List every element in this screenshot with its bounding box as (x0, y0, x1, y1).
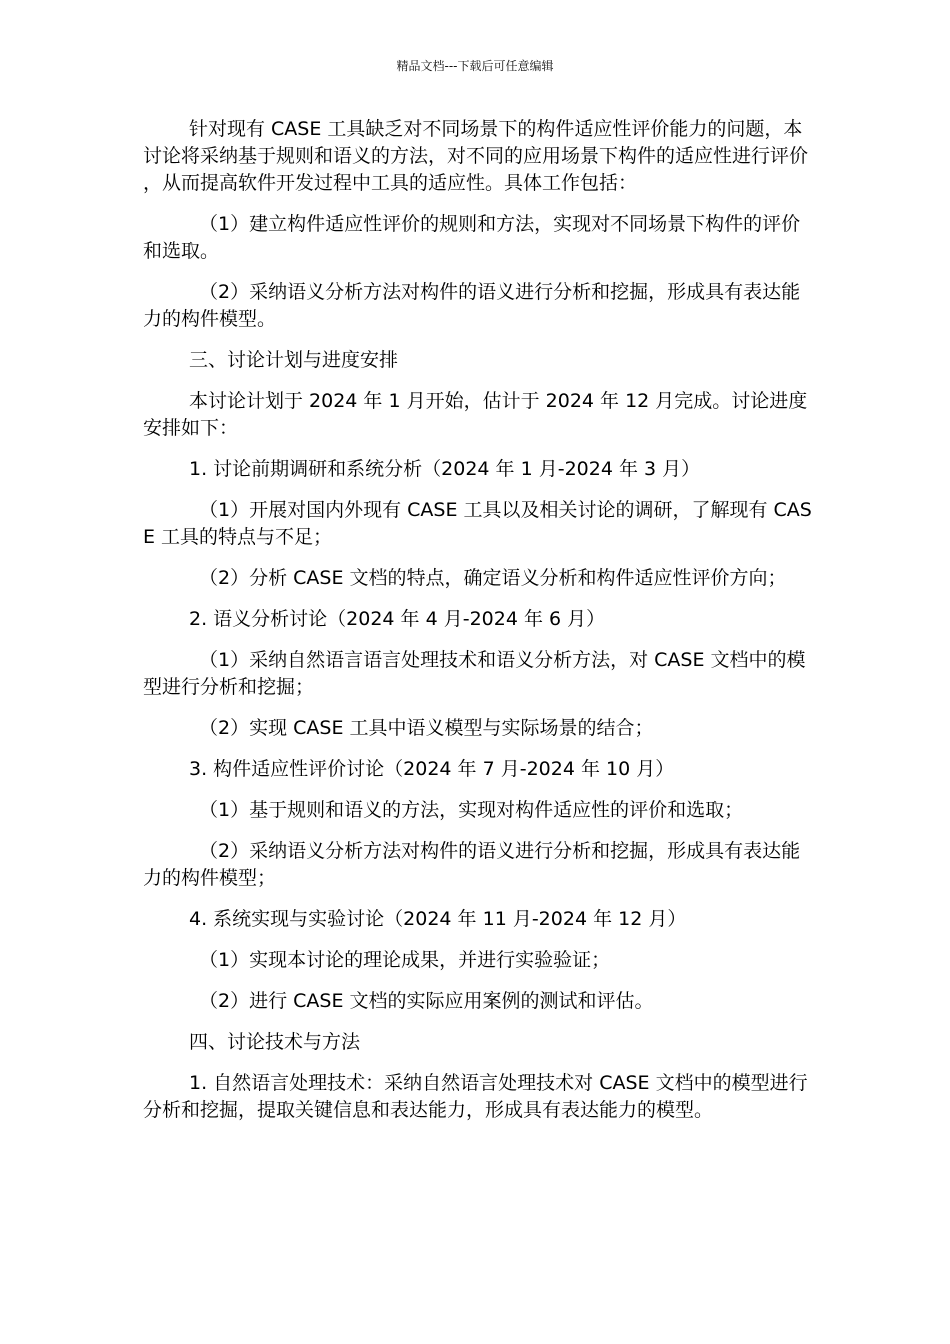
section-heading: 四、讨论技术与方法 (189, 1031, 361, 1053)
subsection-heading: 1. 讨论前期调研和系统分析（2024 年 1 月-2024 年 3 月） (189, 458, 701, 480)
subsection-heading: 2. 语义分析讨论（2024 年 4 月-2024 年 6 月） (189, 608, 606, 630)
list-item: （1）实现本讨论的理论成果，并进行实验验证； (199, 949, 611, 971)
paragraph-intro: 针对现有 CASE 工具缺乏对不同场景下的构件适应性评价能力的问题，本讨论将采纳基于规则和语义的方法，对不同的应用场景下构件的适应性进行评价，从而提高软件开发过程中工具的适应性。具体工作包括： (143, 118, 809, 194)
paragraph-plan: 本讨论计划于 2024 年 1 月开始，估计于 2024 年 12 月完成。讨论进度安排如下： (143, 390, 808, 439)
list-item: （2）实现 CASE 工具中语义模型与实际场景的结合； (199, 717, 654, 739)
list-item: （1）基于规则和语义的方法，实现对构件适应性的评价和选取； (199, 799, 744, 821)
page-header: 精品文档---下载后可任意编辑 (396, 59, 554, 73)
paragraph-method: 1. 自然语言处理技术：采纳自然语言处理技术对 CASE 文档中的模型进行分析和挖掘，提取关键信息和表达能力，形成具有表达能力的模型。 (143, 1072, 808, 1121)
list-item: （2）采纳语义分析方法对构件的语义进行分析和挖掘，形成具有表达能力的构件模型； (143, 840, 801, 889)
list-item: （2）分析 CASE 文档的特点，确定语义分析和构件适应性评价方向； (199, 567, 787, 589)
list-item: （1）采纳自然语言语言处理技术和语义分析方法，对 CASE 文档中的模型进行分析和挖掘； (143, 649, 806, 698)
list-item: （2）采纳语义分析方法对构件的语义进行分析和挖掘，形成具有表达能力的构件模型。 (143, 281, 801, 330)
list-item: （1）开展对国内外现有 CASE 工具以及相关讨论的调研，了解现有 CASE 工具的特点与不足； (143, 499, 812, 548)
list-item: （2）进行 CASE 文档的实际应用案例的测试和评估。 (199, 990, 654, 1012)
section-heading: 三、讨论计划与进度安排 (189, 349, 399, 371)
list-item: （1）建立构件适应性评价的规则和方法，实现对不同场景下构件的评价和选取。 (143, 213, 801, 262)
subsection-heading: 3. 构件适应性评价讨论（2024 年 7 月-2024 年 10 月） (189, 758, 675, 780)
subsection-heading: 4. 系统实现与实验讨论（2024 年 11 月-2024 年 12 月） (189, 908, 687, 930)
document-body (143, 116, 818, 1138)
